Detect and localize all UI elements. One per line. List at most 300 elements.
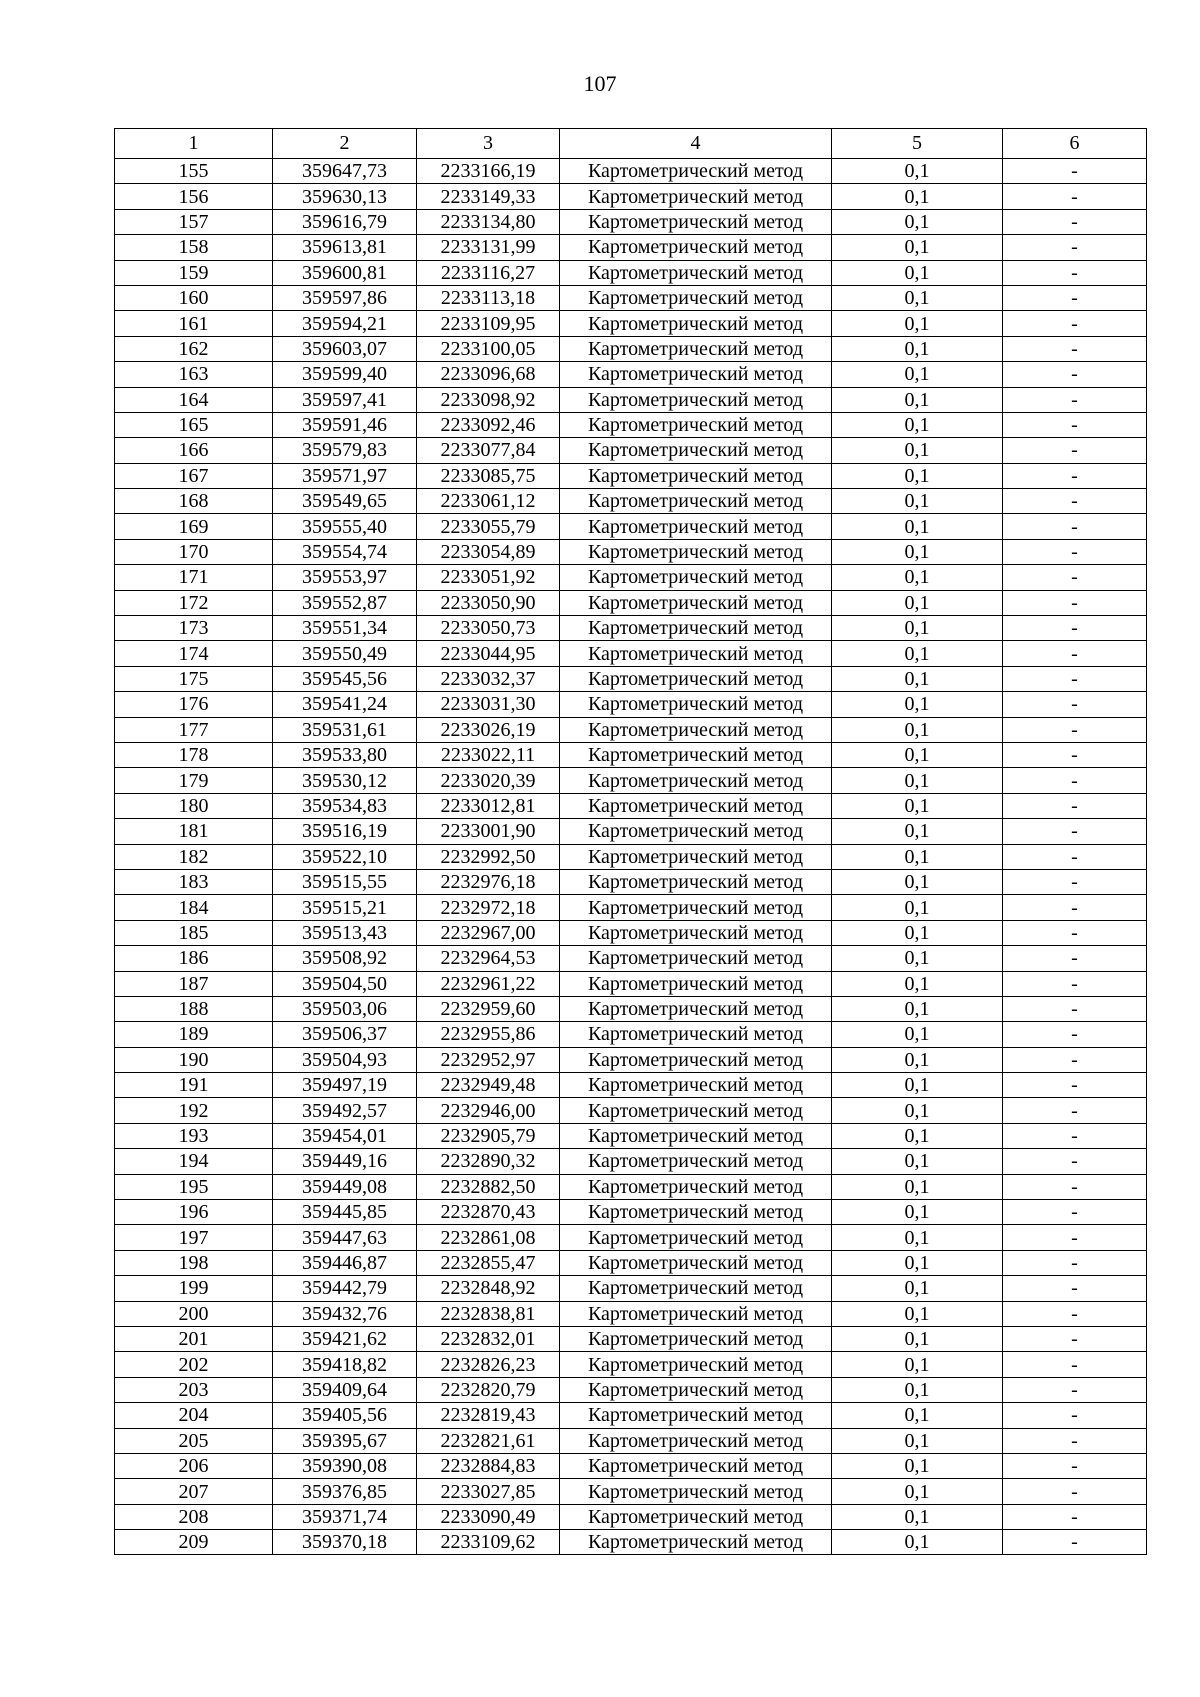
point-number-cell: 201: [115, 1326, 273, 1351]
table-row: [115, 412, 1147, 437]
method-cell: Картометрический метод: [560, 768, 832, 793]
method-cell: Картометрический метод: [560, 1530, 832, 1555]
method-cell: Картометрический метод: [560, 1022, 832, 1047]
x-coordinate-cell: 359600,81: [273, 260, 417, 285]
table-row: [115, 666, 1147, 691]
y-coordinate-cell: 2232884,83: [417, 1453, 560, 1478]
table-row: [115, 1504, 1147, 1529]
accuracy-cell: 0,1: [832, 1022, 1003, 1047]
accuracy-cell: 0,1: [832, 1326, 1003, 1351]
x-coordinate-cell: 359553,97: [273, 565, 417, 590]
accuracy-cell: 0,1: [832, 1047, 1003, 1072]
y-coordinate-cell: 2233055,79: [417, 514, 560, 539]
accuracy-cell: 0,1: [832, 1149, 1003, 1174]
accuracy-cell: 0,1: [832, 793, 1003, 818]
point-number-cell: 190: [115, 1047, 273, 1072]
description-cell: -: [1003, 1149, 1147, 1174]
y-coordinate-cell: 2232959,60: [417, 996, 560, 1021]
x-coordinate-cell: 359530,12: [273, 768, 417, 793]
table-row: [115, 1250, 1147, 1275]
table-row: [115, 260, 1147, 285]
y-coordinate-cell: 2232882,50: [417, 1174, 560, 1199]
y-coordinate-cell: 2233026,19: [417, 717, 560, 742]
accuracy-cell: 0,1: [832, 209, 1003, 234]
point-number-cell: 206: [115, 1453, 273, 1478]
y-coordinate-cell: 2233054,89: [417, 539, 560, 564]
y-coordinate-cell: 2233109,95: [417, 311, 560, 336]
table-row: [115, 1047, 1147, 1072]
y-coordinate-cell: 2232848,92: [417, 1276, 560, 1301]
accuracy-cell: 0,1: [832, 539, 1003, 564]
description-cell: -: [1003, 1047, 1147, 1072]
x-coordinate-cell: 359579,83: [273, 438, 417, 463]
point-number-cell: 168: [115, 489, 273, 514]
method-cell: Картометрический метод: [560, 387, 832, 412]
method-cell: Картометрический метод: [560, 1352, 832, 1377]
point-number-cell: 205: [115, 1428, 273, 1453]
method-cell: Картометрический метод: [560, 159, 832, 184]
col-method-header: 4: [560, 129, 832, 159]
method-cell: Картометрический метод: [560, 565, 832, 590]
point-number-cell: 176: [115, 692, 273, 717]
method-cell: Картометрический метод: [560, 412, 832, 437]
y-coordinate-cell: 2233012,81: [417, 793, 560, 818]
method-cell: Картометрический метод: [560, 260, 832, 285]
table-row: [115, 895, 1147, 920]
method-cell: Картометрический метод: [560, 717, 832, 742]
y-coordinate-cell: 2232838,81: [417, 1301, 560, 1326]
method-cell: Картометрический метод: [560, 1479, 832, 1504]
col-description-header: 6: [1003, 129, 1147, 159]
description-cell: -: [1003, 336, 1147, 361]
method-cell: Картометрический метод: [560, 184, 832, 209]
y-coordinate-cell: 2233131,99: [417, 235, 560, 260]
description-cell: -: [1003, 1200, 1147, 1225]
description-cell: -: [1003, 1301, 1147, 1326]
method-cell: Картометрический метод: [560, 489, 832, 514]
point-number-cell: 158: [115, 235, 273, 260]
table-row: [115, 616, 1147, 641]
description-cell: -: [1003, 971, 1147, 996]
description-cell: -: [1003, 793, 1147, 818]
x-coordinate-cell: 359603,07: [273, 336, 417, 361]
point-number-cell: 165: [115, 412, 273, 437]
table-row: [115, 793, 1147, 818]
accuracy-cell: 0,1: [832, 996, 1003, 1021]
accuracy-cell: 0,1: [832, 1200, 1003, 1225]
accuracy-cell: 0,1: [832, 235, 1003, 260]
accuracy-cell: 0,1: [832, 336, 1003, 361]
accuracy-cell: 0,1: [832, 768, 1003, 793]
y-coordinate-cell: 2233166,19: [417, 159, 560, 184]
col-point-number-header: 1: [115, 129, 273, 159]
method-cell: Картометрический метод: [560, 1453, 832, 1478]
x-coordinate-cell: 359446,87: [273, 1250, 417, 1275]
table-row: [115, 946, 1147, 971]
point-number-cell: 185: [115, 920, 273, 945]
point-number-cell: 192: [115, 1098, 273, 1123]
table-row: [115, 1149, 1147, 1174]
accuracy-cell: 0,1: [832, 1403, 1003, 1428]
method-cell: Картометрический метод: [560, 1225, 832, 1250]
y-coordinate-cell: 2233050,73: [417, 616, 560, 641]
table-row: [115, 844, 1147, 869]
accuracy-cell: 0,1: [832, 311, 1003, 336]
method-cell: Картометрический метод: [560, 1098, 832, 1123]
accuracy-cell: 0,1: [832, 184, 1003, 209]
description-cell: -: [1003, 235, 1147, 260]
table-row: [115, 209, 1147, 234]
x-coordinate-cell: 359442,79: [273, 1276, 417, 1301]
method-cell: Картометрический метод: [560, 590, 832, 615]
accuracy-cell: 0,1: [832, 1073, 1003, 1098]
x-coordinate-cell: 359531,61: [273, 717, 417, 742]
y-coordinate-cell: 2232949,48: [417, 1073, 560, 1098]
accuracy-cell: 0,1: [832, 616, 1003, 641]
x-coordinate-cell: 359513,43: [273, 920, 417, 945]
description-cell: -: [1003, 1123, 1147, 1148]
point-number-cell: 174: [115, 641, 273, 666]
x-coordinate-cell: 359555,40: [273, 514, 417, 539]
description-cell: -: [1003, 996, 1147, 1021]
x-coordinate-cell: 359504,50: [273, 971, 417, 996]
accuracy-cell: 0,1: [832, 1276, 1003, 1301]
description-cell: -: [1003, 539, 1147, 564]
y-coordinate-cell: 2233134,80: [417, 209, 560, 234]
accuracy-cell: 0,1: [832, 362, 1003, 387]
y-coordinate-cell: 2233001,90: [417, 819, 560, 844]
description-cell: -: [1003, 920, 1147, 945]
method-cell: Картометрический метод: [560, 1073, 832, 1098]
description-cell: -: [1003, 489, 1147, 514]
method-cell: Картометрический метод: [560, 285, 832, 310]
method-cell: Картометрический метод: [560, 1504, 832, 1529]
table-row: [115, 1200, 1147, 1225]
table-row: [115, 1326, 1147, 1351]
method-cell: Картометрический метод: [560, 946, 832, 971]
description-cell: -: [1003, 1326, 1147, 1351]
point-number-cell: 173: [115, 616, 273, 641]
y-coordinate-cell: 2233032,37: [417, 666, 560, 691]
x-coordinate-cell: 359597,41: [273, 387, 417, 412]
y-coordinate-cell: 2233098,92: [417, 387, 560, 412]
method-cell: Картометрический метод: [560, 1276, 832, 1301]
x-coordinate-cell: 359432,76: [273, 1301, 417, 1326]
col-x-coordinate-header: 2: [273, 129, 417, 159]
accuracy-cell: 0,1: [832, 159, 1003, 184]
accuracy-cell: 0,1: [832, 1301, 1003, 1326]
description-cell: -: [1003, 1250, 1147, 1275]
accuracy-cell: 0,1: [832, 692, 1003, 717]
table-row: [115, 336, 1147, 361]
col-accuracy-header: 5: [832, 129, 1003, 159]
accuracy-cell: 0,1: [832, 1530, 1003, 1555]
point-number-cell: 208: [115, 1504, 273, 1529]
point-number-cell: 160: [115, 285, 273, 310]
table-row: [115, 1098, 1147, 1123]
accuracy-cell: 0,1: [832, 1225, 1003, 1250]
table-row: [115, 463, 1147, 488]
table-row: [115, 565, 1147, 590]
accuracy-cell: 0,1: [832, 1504, 1003, 1529]
description-cell: -: [1003, 616, 1147, 641]
accuracy-cell: 0,1: [832, 1428, 1003, 1453]
x-coordinate-cell: 359533,80: [273, 742, 417, 767]
point-number-cell: 171: [115, 565, 273, 590]
description-cell: -: [1003, 869, 1147, 894]
method-cell: Картометрический метод: [560, 844, 832, 869]
description-cell: -: [1003, 311, 1147, 336]
x-coordinate-cell: 359515,21: [273, 895, 417, 920]
accuracy-cell: 0,1: [832, 387, 1003, 412]
x-coordinate-cell: 359516,19: [273, 819, 417, 844]
y-coordinate-cell: 2232972,18: [417, 895, 560, 920]
table-body: [115, 159, 1147, 1555]
method-cell: Картометрический метод: [560, 819, 832, 844]
point-number-cell: 164: [115, 387, 273, 412]
y-coordinate-cell: 2233031,30: [417, 692, 560, 717]
y-coordinate-cell: 2232961,22: [417, 971, 560, 996]
y-coordinate-cell: 2232870,43: [417, 1200, 560, 1225]
table-row: [115, 1530, 1147, 1555]
x-coordinate-cell: 359370,18: [273, 1530, 417, 1555]
table-row: [115, 1453, 1147, 1478]
table-row: [115, 184, 1147, 209]
method-cell: Картометрический метод: [560, 1428, 832, 1453]
accuracy-cell: 0,1: [832, 565, 1003, 590]
table-row: [115, 1123, 1147, 1148]
y-coordinate-cell: 2232821,61: [417, 1428, 560, 1453]
x-coordinate-cell: 359599,40: [273, 362, 417, 387]
x-coordinate-cell: 359647,73: [273, 159, 417, 184]
y-coordinate-cell: 2233092,46: [417, 412, 560, 437]
x-coordinate-cell: 359506,37: [273, 1022, 417, 1047]
x-coordinate-cell: 359390,08: [273, 1453, 417, 1478]
table-row: [115, 1428, 1147, 1453]
x-coordinate-cell: 359550,49: [273, 641, 417, 666]
accuracy-cell: 0,1: [832, 869, 1003, 894]
accuracy-cell: 0,1: [832, 844, 1003, 869]
method-cell: Картометрический метод: [560, 1250, 832, 1275]
description-cell: -: [1003, 514, 1147, 539]
method-cell: Картометрический метод: [560, 895, 832, 920]
x-coordinate-cell: 359504,93: [273, 1047, 417, 1072]
method-cell: Картометрический метод: [560, 616, 832, 641]
y-coordinate-cell: 2232819,43: [417, 1403, 560, 1428]
y-coordinate-cell: 2232976,18: [417, 869, 560, 894]
method-cell: Картометрический метод: [560, 438, 832, 463]
accuracy-cell: 0,1: [832, 463, 1003, 488]
x-coordinate-cell: 359522,10: [273, 844, 417, 869]
accuracy-cell: 0,1: [832, 1123, 1003, 1148]
description-cell: -: [1003, 742, 1147, 767]
description-cell: -: [1003, 1403, 1147, 1428]
description-cell: -: [1003, 1022, 1147, 1047]
point-number-cell: 193: [115, 1123, 273, 1148]
x-coordinate-cell: 359492,57: [273, 1098, 417, 1123]
accuracy-cell: 0,1: [832, 666, 1003, 691]
y-coordinate-cell: 2233044,95: [417, 641, 560, 666]
accuracy-cell: 0,1: [832, 438, 1003, 463]
description-cell: -: [1003, 768, 1147, 793]
x-coordinate-cell: 359454,01: [273, 1123, 417, 1148]
col-y-coordinate-header: 3: [417, 129, 560, 159]
point-number-cell: 194: [115, 1149, 273, 1174]
accuracy-cell: 0,1: [832, 1352, 1003, 1377]
point-number-cell: 182: [115, 844, 273, 869]
description-cell: -: [1003, 1479, 1147, 1504]
point-number-cell: 188: [115, 996, 273, 1021]
description-cell: -: [1003, 590, 1147, 615]
page-number: 107: [583, 71, 617, 96]
point-number-cell: 207: [115, 1479, 273, 1504]
point-number-cell: 157: [115, 209, 273, 234]
table-row: [115, 311, 1147, 336]
table-row: [115, 869, 1147, 894]
point-number-cell: 161: [115, 311, 273, 336]
method-cell: Картометрический метод: [560, 362, 832, 387]
y-coordinate-cell: 2232826,23: [417, 1352, 560, 1377]
point-number-cell: 156: [115, 184, 273, 209]
description-cell: -: [1003, 1504, 1147, 1529]
method-cell: Картометрический метод: [560, 209, 832, 234]
x-coordinate-cell: 359616,79: [273, 209, 417, 234]
description-cell: -: [1003, 387, 1147, 412]
table-row: [115, 438, 1147, 463]
y-coordinate-cell: 2233020,39: [417, 768, 560, 793]
point-number-cell: 197: [115, 1225, 273, 1250]
y-coordinate-cell: 2233113,18: [417, 285, 560, 310]
y-coordinate-cell: 2233027,85: [417, 1479, 560, 1504]
description-cell: -: [1003, 1073, 1147, 1098]
x-coordinate-cell: 359508,92: [273, 946, 417, 971]
point-number-cell: 167: [115, 463, 273, 488]
x-coordinate-cell: 359445,85: [273, 1200, 417, 1225]
accuracy-cell: 0,1: [832, 742, 1003, 767]
x-coordinate-cell: 359449,08: [273, 1174, 417, 1199]
x-coordinate-cell: 359541,24: [273, 692, 417, 717]
method-cell: Картометрический метод: [560, 742, 832, 767]
table-row: [115, 1022, 1147, 1047]
table-row: [115, 1352, 1147, 1377]
description-cell: -: [1003, 1453, 1147, 1478]
point-number-cell: 187: [115, 971, 273, 996]
point-number-cell: 204: [115, 1403, 273, 1428]
point-number-cell: 202: [115, 1352, 273, 1377]
accuracy-cell: 0,1: [832, 1453, 1003, 1478]
point-number-cell: 163: [115, 362, 273, 387]
x-coordinate-cell: 359449,16: [273, 1149, 417, 1174]
table-row: [115, 1301, 1147, 1326]
accuracy-cell: 0,1: [832, 514, 1003, 539]
table-row: [115, 1174, 1147, 1199]
point-number-cell: 183: [115, 869, 273, 894]
description-cell: -: [1003, 159, 1147, 184]
description-cell: -: [1003, 641, 1147, 666]
x-coordinate-cell: 359630,13: [273, 184, 417, 209]
table-row: [115, 159, 1147, 184]
y-coordinate-cell: 2232905,79: [417, 1123, 560, 1148]
accuracy-cell: 0,1: [832, 920, 1003, 945]
description-cell: -: [1003, 285, 1147, 310]
point-number-cell: 200: [115, 1301, 273, 1326]
accuracy-cell: 0,1: [832, 285, 1003, 310]
x-coordinate-cell: 359591,46: [273, 412, 417, 437]
description-cell: -: [1003, 209, 1147, 234]
y-coordinate-cell: 2232964,53: [417, 946, 560, 971]
point-number-cell: 199: [115, 1276, 273, 1301]
table-row: [115, 1073, 1147, 1098]
method-cell: Картометрический метод: [560, 971, 832, 996]
method-cell: Картометрический метод: [560, 235, 832, 260]
accuracy-cell: 0,1: [832, 895, 1003, 920]
coordinates-table: [114, 128, 1147, 1555]
x-coordinate-cell: 359594,21: [273, 311, 417, 336]
table-row: [115, 1403, 1147, 1428]
description-cell: -: [1003, 819, 1147, 844]
description-cell: -: [1003, 1276, 1147, 1301]
table-row: [115, 819, 1147, 844]
table-row: [115, 996, 1147, 1021]
y-coordinate-cell: 2232992,50: [417, 844, 560, 869]
y-coordinate-cell: 2233061,12: [417, 489, 560, 514]
description-cell: -: [1003, 1377, 1147, 1402]
point-number-cell: 162: [115, 336, 273, 361]
x-coordinate-cell: 359503,06: [273, 996, 417, 1021]
accuracy-cell: 0,1: [832, 1479, 1003, 1504]
y-coordinate-cell: 2233050,90: [417, 590, 560, 615]
y-coordinate-cell: 2233085,75: [417, 463, 560, 488]
y-coordinate-cell: 2232946,00: [417, 1098, 560, 1123]
x-coordinate-cell: 359551,34: [273, 616, 417, 641]
table-row: [115, 1276, 1147, 1301]
point-number-cell: 191: [115, 1073, 273, 1098]
accuracy-cell: 0,1: [832, 1250, 1003, 1275]
description-cell: -: [1003, 1352, 1147, 1377]
description-cell: -: [1003, 692, 1147, 717]
description-cell: -: [1003, 666, 1147, 691]
y-coordinate-cell: 2233116,27: [417, 260, 560, 285]
y-coordinate-cell: 2233051,92: [417, 565, 560, 590]
point-number-cell: 175: [115, 666, 273, 691]
x-coordinate-cell: 359554,74: [273, 539, 417, 564]
point-number-cell: 178: [115, 742, 273, 767]
y-coordinate-cell: 2232861,08: [417, 1225, 560, 1250]
accuracy-cell: 0,1: [832, 1174, 1003, 1199]
x-coordinate-cell: 359571,97: [273, 463, 417, 488]
y-coordinate-cell: 2233149,33: [417, 184, 560, 209]
x-coordinate-cell: 359447,63: [273, 1225, 417, 1250]
point-number-cell: 209: [115, 1530, 273, 1555]
table-row: [115, 641, 1147, 666]
description-cell: -: [1003, 412, 1147, 437]
table-row: [115, 235, 1147, 260]
x-coordinate-cell: 359545,56: [273, 666, 417, 691]
header-row: [115, 129, 1147, 159]
x-coordinate-cell: 359552,87: [273, 590, 417, 615]
y-coordinate-cell: 2233109,62: [417, 1530, 560, 1555]
accuracy-cell: 0,1: [832, 819, 1003, 844]
y-coordinate-cell: 2232955,86: [417, 1022, 560, 1047]
x-coordinate-cell: 359549,65: [273, 489, 417, 514]
description-cell: -: [1003, 895, 1147, 920]
method-cell: Картометрический метод: [560, 514, 832, 539]
method-cell: Картометрический метод: [560, 1301, 832, 1326]
y-coordinate-cell: 2233077,84: [417, 438, 560, 463]
description-cell: -: [1003, 463, 1147, 488]
x-coordinate-cell: 359597,86: [273, 285, 417, 310]
point-number-cell: 189: [115, 1022, 273, 1047]
